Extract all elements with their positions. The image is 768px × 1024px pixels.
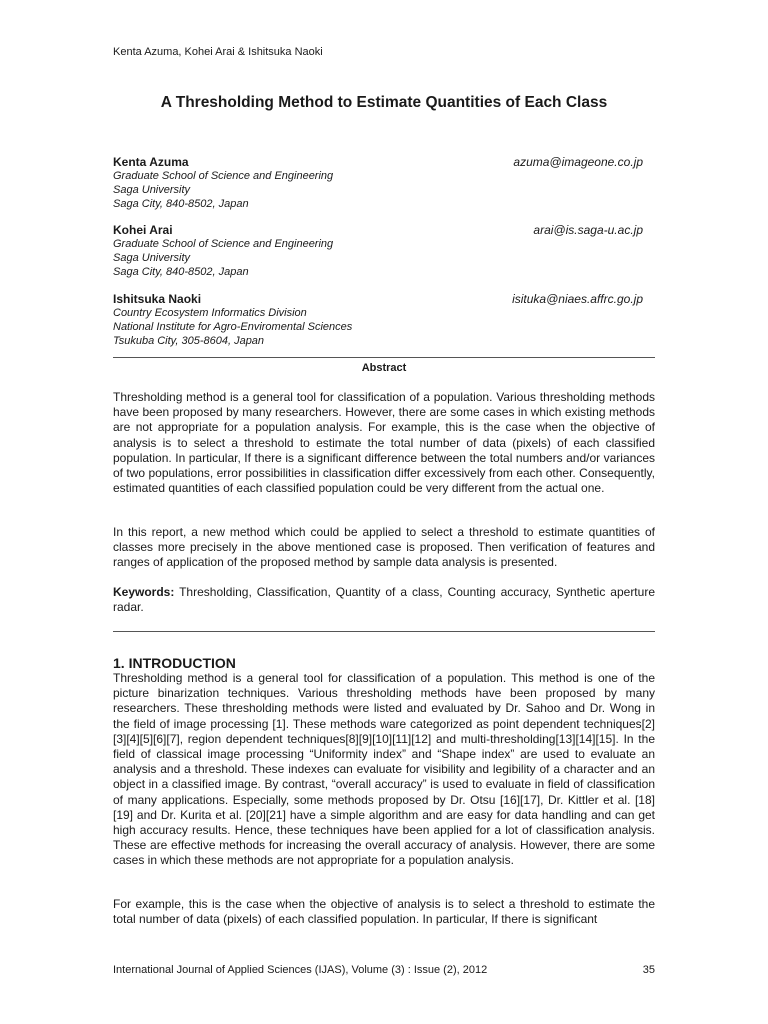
author-name: Kenta Azuma bbox=[113, 155, 189, 169]
author-block bbox=[113, 223, 643, 279]
keywords-label: Keywords: bbox=[113, 585, 175, 599]
intro-paragraph: For example, this is the case when the objective of analysis is to select a threshold to estimate the total number of data (pixels) of each classified population. In particular, If there is significant bbox=[113, 897, 655, 927]
journal-citation: International Journal of Applied Sciences (IJAS), Volume (3) : Issue (2), 2012 bbox=[113, 964, 488, 976]
affiliation-line: Graduate School of Science and Engineering bbox=[113, 170, 334, 182]
affiliation-line: Country Ecosystem Informatics Division bbox=[113, 307, 307, 319]
author-name: Kohei Arai bbox=[113, 223, 173, 237]
author-email: arai@is.saga-u.ac.jp bbox=[533, 223, 643, 237]
author-name: Ishitsuka Naoki bbox=[113, 292, 202, 306]
affiliation-line: Saga City, 840-8502, Japan bbox=[113, 266, 249, 278]
affiliation-line: Saga City, 840-8502, Japan bbox=[113, 198, 249, 210]
intro-paragraph: Thresholding method is a general tool for classification of a population. This method is one of the picture binarization techniques. Various thresholding methods have been proposed by many researchers. These thresholding methods were listed and evaluated by Dr. Sahoo and Dr. Wong in the field of image processing [1]. These methods ware categorized as point dependent techniques[2][3][4][5][6][7], region dependent techniques[8][9][10][11][12] and multi-thresholding[13][14][15]. In the field of classical image processing “Uniformity index” and “Shape index” are used to evaluate an analysis and a threshold. These indexes can evaluate for visibility and legibility of a character and an object in a classified image. By contrast, “overall accuracy” is used to evaluate in field of classification of many applications. Especially, some methods proposed by Dr. Otsu [16][17], Dr. Kittler et al. [18][19] and Dr. Kurita et al. [20][21] have a simple algorithm and are easy for data handling and can get high accuracy results. Hence, these techniques have been applied for a lot of classification analysis. These are effective methods for increasing the overall accuracy of analysis. However, there are some cases in which these methods are not appropriate for a population analysis. bbox=[113, 671, 655, 868]
abstract-paragraph: Thresholding method is a general tool for classification of a population. Various thresholding methods have been proposed by many researchers. However, there are some cases in which existing methods are not appropriate for a population analysis. For example, this is the case when the objective of analysis is to select a threshold to estimate the total number of data (pixels) of each classified population. In particular, If there is a significant difference between the total numbers and/or variances of two populations, error possibilities in classification differ excessively from each other. Consequently, estimated quantities of each classified population could be very different from the actual one. bbox=[113, 390, 655, 496]
affiliation-line: Saga University bbox=[113, 184, 191, 196]
abstract-top-rule bbox=[113, 357, 655, 358]
paper-title: A Thresholding Method to Estimate Quantities of Each Class bbox=[160, 94, 608, 111]
author-block bbox=[113, 292, 643, 348]
running-head: Kenta Azuma, Kohei Arai & Ishitsuka Naoki bbox=[113, 46, 323, 58]
author-block bbox=[113, 155, 643, 211]
keywords-line bbox=[113, 585, 655, 615]
abstract-heading: Abstract bbox=[361, 362, 407, 374]
affiliation-line: Graduate School of Science and Engineering bbox=[113, 238, 334, 250]
affiliation-line: Tsukuba City, 305-8604, Japan bbox=[113, 335, 265, 347]
affiliation-line: National Institute for Agro-Enviromental Sciences bbox=[113, 321, 353, 333]
author-email: isituka@niaes.affrc.go.jp bbox=[512, 292, 643, 306]
abstract-paragraph: In this report, a new method which could be applied to select a threshold to estimate quantities of classes more precisely in the above mentioned case is proposed. Then verification of features and ranges of application of the proposed method by sample data analysis is presented. bbox=[113, 525, 655, 570]
section-heading: 1. INTRODUCTION bbox=[113, 655, 236, 671]
page-number: 35 bbox=[642, 964, 655, 976]
author-email: azuma@imageone.co.jp bbox=[513, 155, 643, 169]
page-footer bbox=[113, 964, 655, 976]
keywords-text: Thresholding, Classification, Quantity of a class, Counting accuracy, Synthetic aperture radar. bbox=[113, 585, 655, 615]
abstract-bottom-rule bbox=[113, 631, 655, 632]
affiliation-line: Saga University bbox=[113, 252, 191, 264]
